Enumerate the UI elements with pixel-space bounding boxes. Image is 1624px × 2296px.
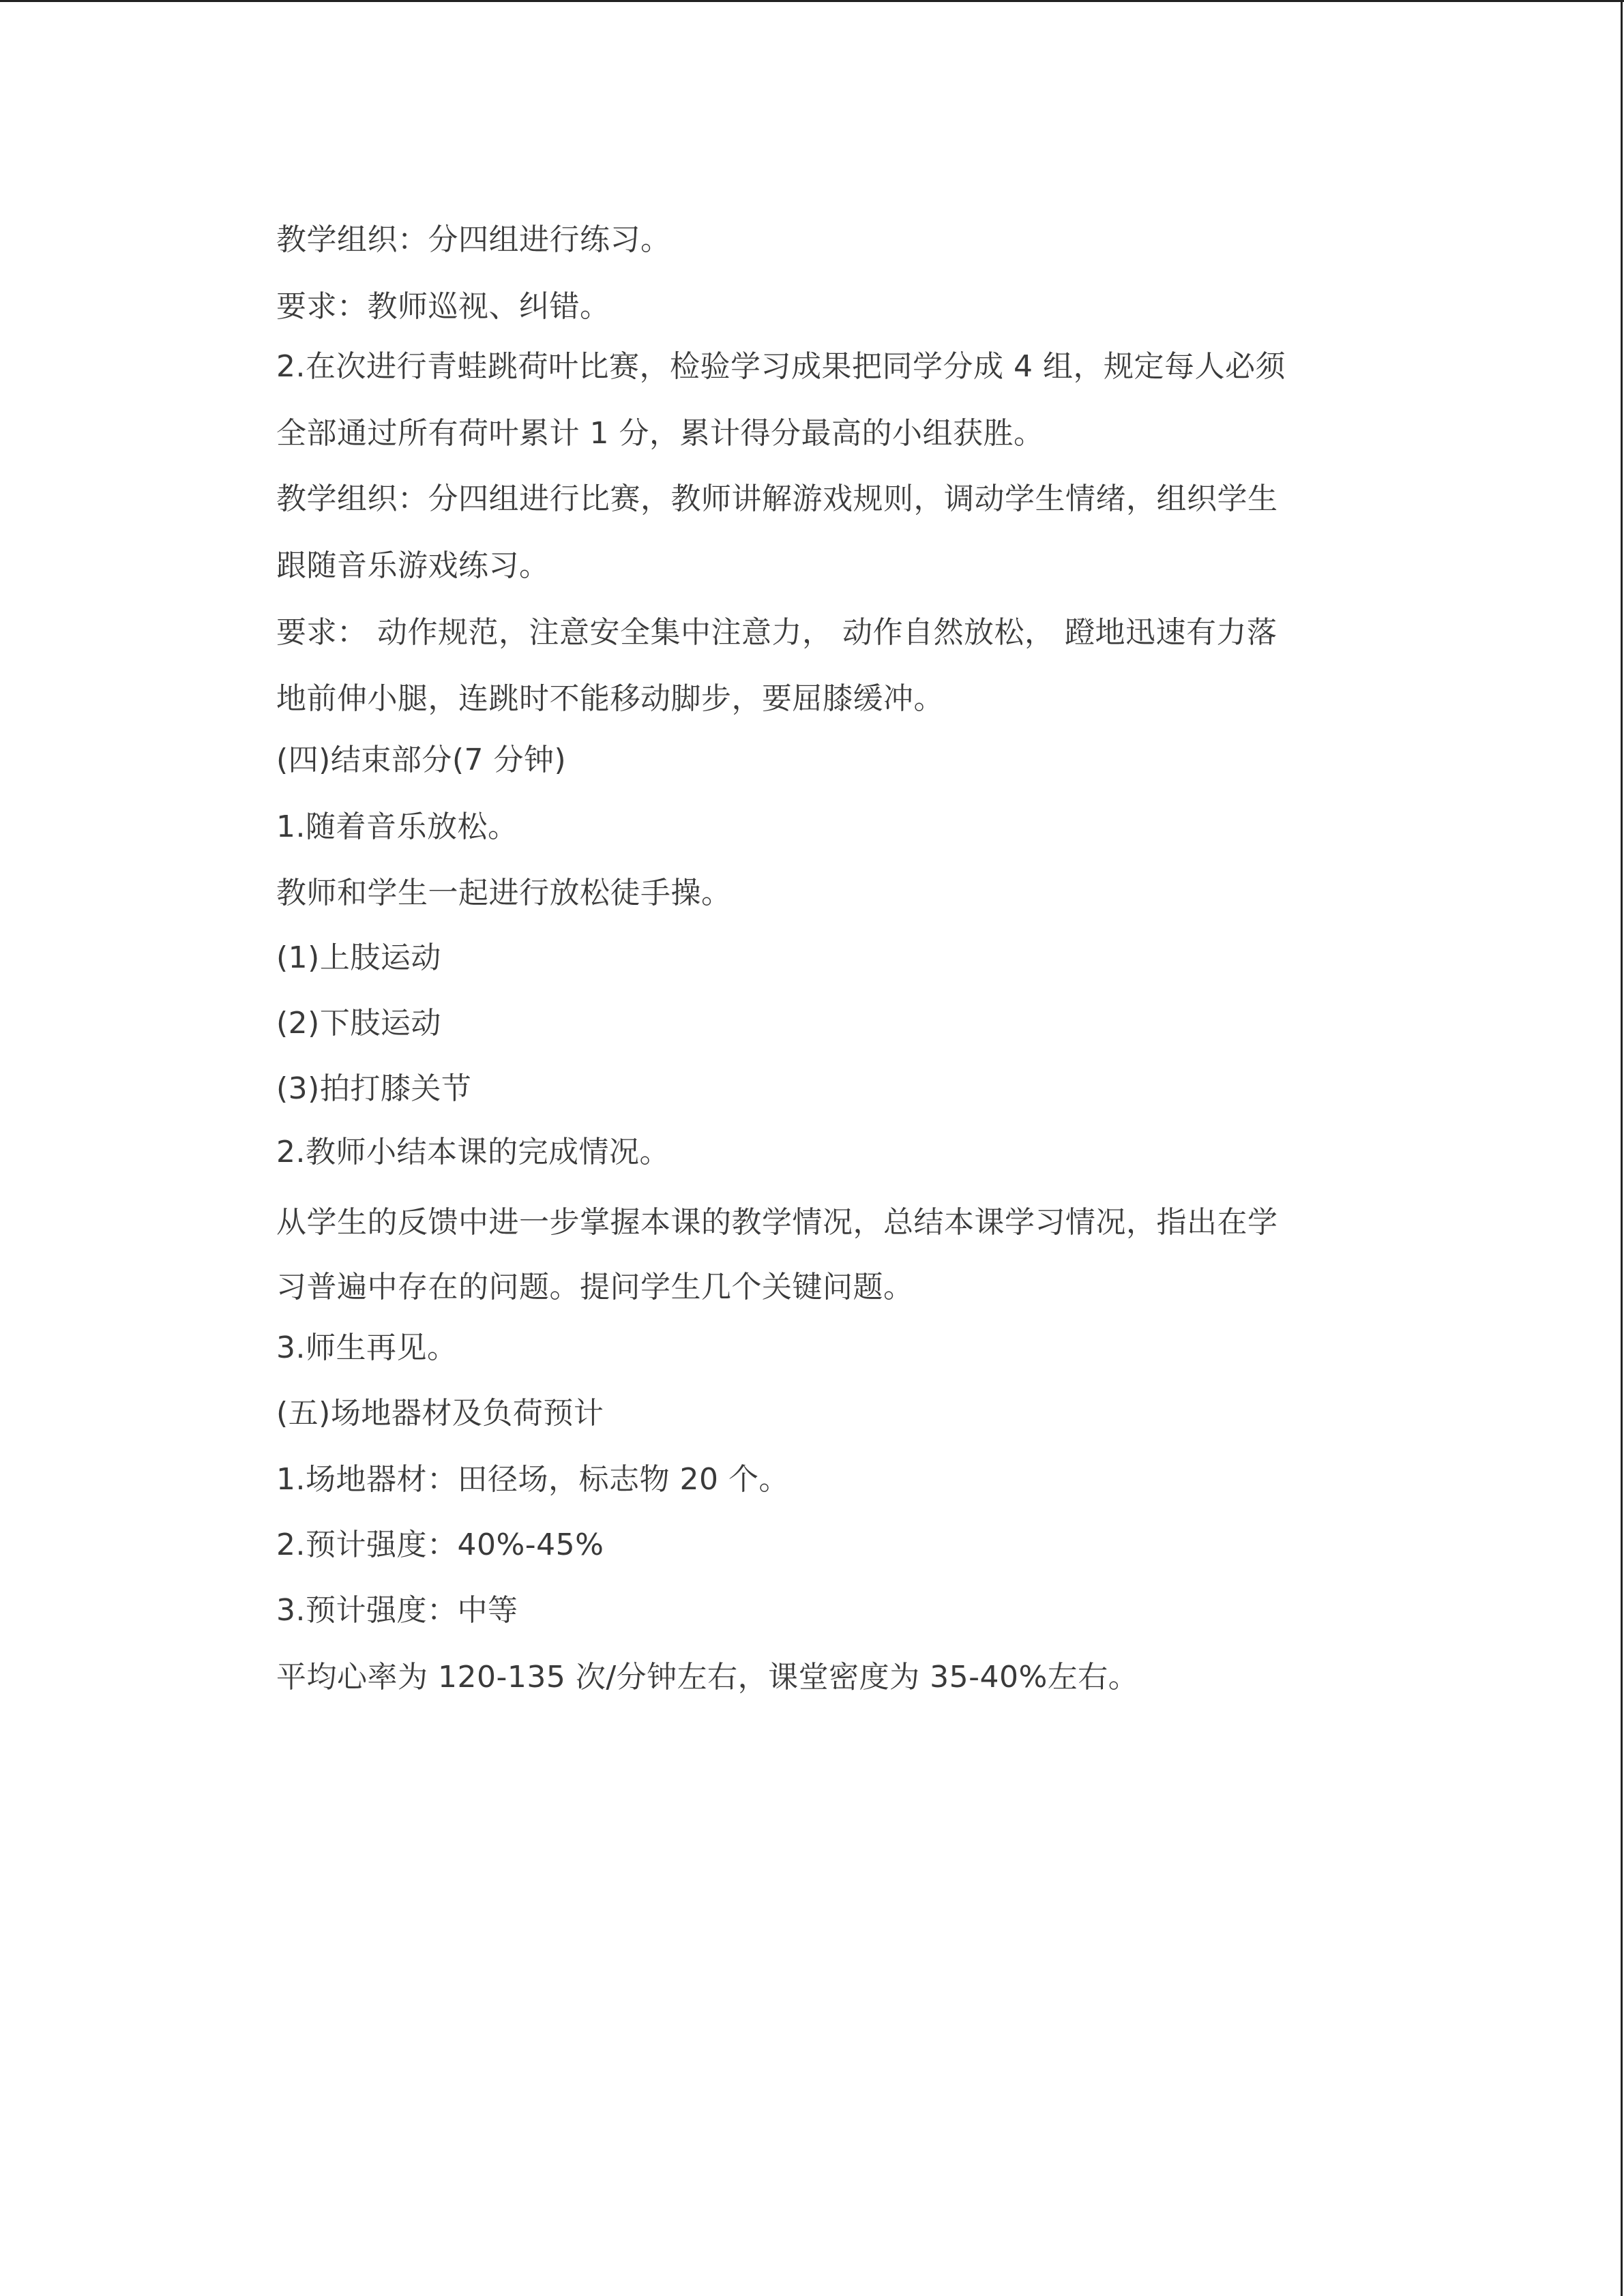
text-line: 地前伸小腿，连跳时不能移动脚步，要屈膝缓冲。 — [276, 681, 944, 716]
text-line: 跟随音乐游戏练习。 — [276, 548, 550, 583]
text-line: 要求： 动作规范，注意安全集中注意力， 动作自然放松， 蹬地迅速有力落 — [276, 615, 1278, 650]
text-line: 要求：教师巡视、纠错。 — [276, 289, 610, 324]
text-line: (1)上肢运动 — [276, 940, 441, 975]
text-line: 平均心率为 120-135 次/分钟左右，课堂密度为 35-40%左右。 — [276, 1660, 1139, 1695]
text-line: 教学组织：分四组进行比赛，教师讲解游戏规则，调动学生情绪，组织学生 — [276, 481, 1278, 516]
section-heading: (四)结束部分(7 分钟) — [276, 743, 567, 777]
text-line: 1.随着音乐放松。 — [276, 809, 518, 844]
text-line: 教学组织：分四组进行练习。 — [276, 222, 671, 257]
page-border-top — [0, 0, 1624, 2]
page-border-right — [1621, 0, 1623, 2296]
text-line: 从学生的反馈中进一步掌握本课的教学情况，总结本课学习情况，指出在学 — [276, 1205, 1278, 1240]
text-line: 习普遍中存在的问题。提问学生几个关键问题。 — [276, 1270, 914, 1304]
text-line: 1.场地器材：田径场，标志物 20 个。 — [276, 1462, 789, 1497]
text-line: 3.师生再见。 — [276, 1330, 458, 1365]
text-line: (2)下肢运动 — [276, 1006, 441, 1041]
text-line: 2.教师小结本课的完成情况。 — [276, 1135, 670, 1169]
text-line: 2.预计强度：40%-45% — [276, 1527, 604, 1562]
text-line: 3.预计强度：中等 — [276, 1593, 518, 1628]
text-line: 教师和学生一起进行放松徒手操。 — [276, 876, 732, 910]
section-heading: (五)场地器材及负荷预计 — [276, 1396, 604, 1431]
text-line: (3)拍打膝关节 — [276, 1071, 472, 1106]
text-line: 2.在次进行青蛙跳荷叶比赛，检验学习成果把同学分成 4 组，规定每人必须 — [276, 349, 1286, 384]
text-line: 全部通过所有荷叶累计 1 分，累计得分最高的小组获胜。 — [276, 416, 1044, 451]
